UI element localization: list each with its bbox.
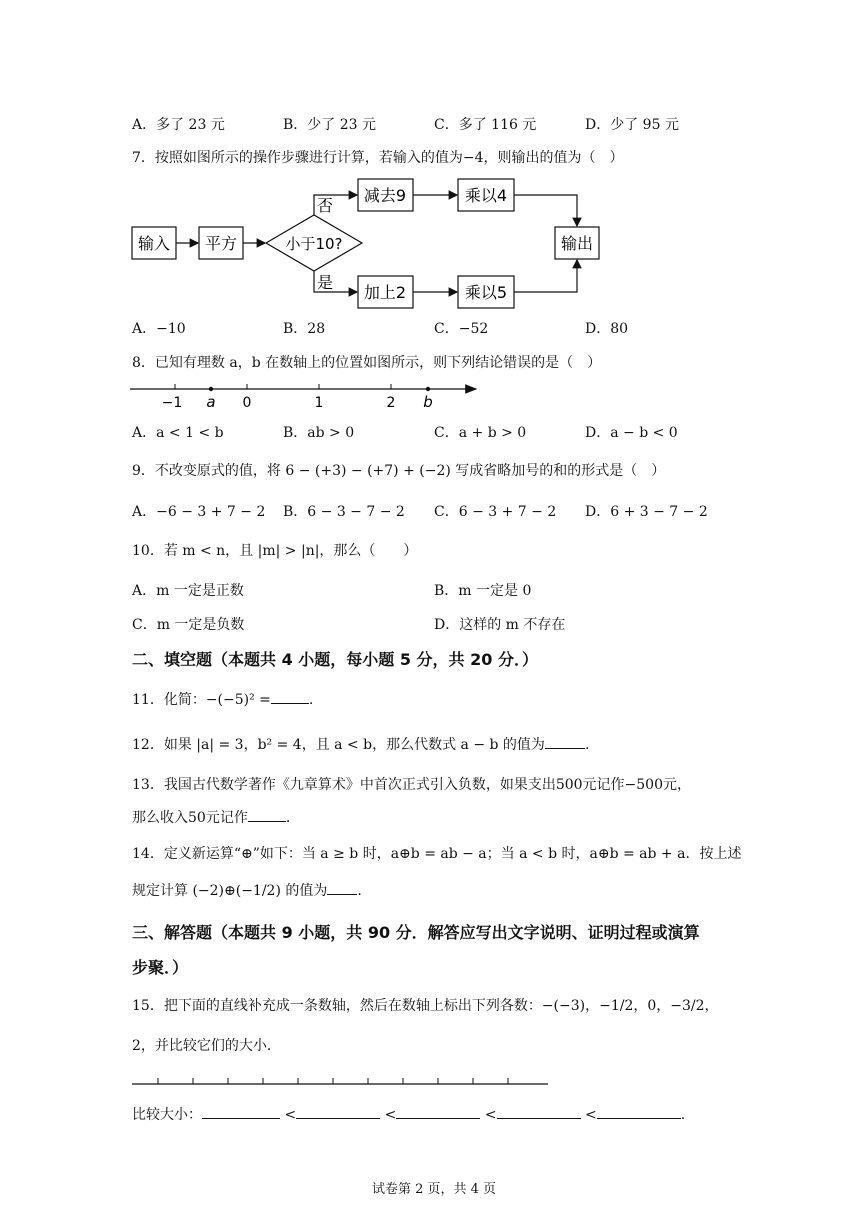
tick-label-two: 2 (386, 395, 396, 411)
point-b (426, 387, 430, 391)
tick-label-one: 1 (314, 395, 324, 411)
q13-line1: 13．我国古代数学著作《九章算术》中首次正式引入负数，如果支出500元记作−500元， (132, 777, 691, 793)
q8-number-line (0, 375, 868, 415)
flow-arrow (514, 260, 577, 292)
q11 (132, 689, 313, 709)
q13-line2 (132, 807, 290, 827)
compare-blank-4[interactable] (497, 1104, 581, 1119)
q14-suffix: . (357, 883, 362, 899)
compare-end: . (680, 1107, 686, 1123)
q10-option-d: D．这样的 m 不存在 (434, 617, 566, 633)
tick-label-a: a (206, 393, 216, 411)
q9-stem: 9．不改变原式的值，将 6 − (+3) − (+7) + (−2) 写成省略加号的和的形式是（ ） (132, 463, 666, 479)
q15-blank-number-line (0, 1070, 868, 1090)
q13-suffix: . (285, 810, 291, 826)
q13-prefix: 那么收入50元记作 (132, 810, 248, 826)
q10-option-a: A．m 一定是正数 (132, 583, 244, 599)
q9-option-b: B．6 − 3 − 7 − 2 (283, 504, 405, 520)
q12-suffix: . (584, 737, 590, 753)
page-footer: 试卷第 2 页，共 4 页 (371, 1182, 497, 1197)
q14-line2 (132, 880, 362, 900)
q9-option-a: A．−6 − 3 + 7 − 2 (132, 504, 266, 520)
q8-option-c: C．a + b > 0 (434, 425, 527, 441)
q6-option-a: A．多了 23 元 (132, 117, 225, 133)
flow-sub9-label: 减去9 (363, 186, 407, 205)
compare-blank-3[interactable] (396, 1104, 480, 1119)
tick-label-minus-one: −1 (161, 395, 183, 411)
q7-option-a: A．−10 (132, 321, 186, 337)
flow-output-label: 输出 (560, 234, 594, 253)
q9-option-d: D．6 + 3 − 7 − 2 (585, 504, 708, 520)
flow-arrow (514, 195, 577, 226)
tick-label-zero: 0 (242, 395, 252, 411)
q8-option-d: D．a − b < 0 (585, 425, 678, 441)
q11-answer-blank[interactable] (271, 689, 309, 704)
q14-answer-blank[interactable] (327, 880, 357, 895)
q10-option-c: C．m 一定是负数 (132, 617, 245, 633)
q13-answer-blank[interactable] (248, 807, 286, 822)
flow-input-label: 输入 (137, 234, 171, 253)
q8-stem: 8．已知有理数 a，b 在数轴上的位置如图所示，则下列结论错误的是（ ） (132, 355, 602, 371)
less-than-sign: < (484, 1107, 497, 1123)
section-3-heading-line1: 三、解答题（本题共 9 小题，共 90 分．解答应写出文字说明、证明过程或演算 (132, 923, 700, 942)
q8-option-a: A．a < 1 < b (132, 425, 224, 441)
less-than-sign: < (384, 1107, 397, 1123)
q11-prefix: 11．化简：−(−5)² = (132, 692, 271, 708)
q7-stem: 7．按照如图所示的操作步骤进行计算，若输入的值为−4，则输出的值为（ ） (132, 150, 624, 166)
flow-decision-label: 小于10? (285, 235, 343, 253)
compare-blank-2[interactable] (296, 1104, 380, 1119)
q12-prefix: 12．如果 |a| = 3，b² = 4，且 a < b，那么代数式 a − b 的值为 (132, 737, 545, 753)
q6-option-b: B．少了 23 元 (283, 117, 377, 133)
q7-flowchart (0, 0, 868, 320)
q15-line2: 2，并比较它们的大小． (132, 1038, 281, 1054)
q6-option-c: C．多了 116 元 (434, 117, 537, 133)
q11-suffix: . (308, 692, 314, 708)
compare-label: 比较大小： (132, 1107, 202, 1123)
q12 (132, 734, 589, 754)
q10-option-b: B．m 一定是 0 (434, 583, 532, 599)
less-than-sign: < (284, 1107, 297, 1123)
less-than-sign: < (585, 1107, 597, 1123)
q7-option-b: B．28 (283, 321, 326, 337)
flow-square-label: 平方 (204, 234, 238, 253)
tick-label-b: b (423, 393, 433, 411)
flow-yes-label: 是 (316, 273, 334, 292)
flow-no-label: 否 (316, 196, 334, 215)
q9-option-c: C．6 − 3 + 7 − 2 (434, 504, 557, 520)
flow-mul5-label: 乘以5 (464, 283, 508, 302)
q10-stem: 10．若 m < n，且 |m| > |n|，那么（ ） (132, 543, 418, 559)
q12-answer-blank[interactable] (545, 734, 585, 749)
q7-option-c: C．−52 (434, 321, 489, 337)
q14-prefix: 规定计算 (−2)⊕(−1/2) 的值为 (132, 883, 328, 899)
q15-line1: 15．把下面的直线补充成一条数轴，然后在数轴上标出下列各数：−(−3)，−1/2，0，−3/2， (132, 998, 719, 1014)
section-2-heading: 二、填空题（本题共 4 小题，每小题 5 分，共 20 分．） (132, 650, 538, 669)
q6-option-d: D．少了 95 元 (585, 117, 679, 133)
q7-option-d: D．80 (585, 321, 629, 337)
point-a (209, 387, 213, 391)
flow-mul4-label: 乘以4 (464, 186, 508, 205)
q8-option-b: B．ab > 0 (283, 425, 355, 441)
flow-add2-label: 加上2 (363, 283, 407, 302)
compare-blank-1[interactable] (202, 1104, 280, 1119)
q14-line1: 14．定义新运算“⊕”如下：当 a ≥ b 时，a⊕b = ab − a；当 a < b 时，a⊕b = ab + a．按上述 (132, 846, 742, 862)
compare-blank-5[interactable] (597, 1104, 681, 1119)
section-3-heading-line2: 步聚．） (132, 958, 189, 977)
q15-compare-row (132, 1104, 685, 1124)
